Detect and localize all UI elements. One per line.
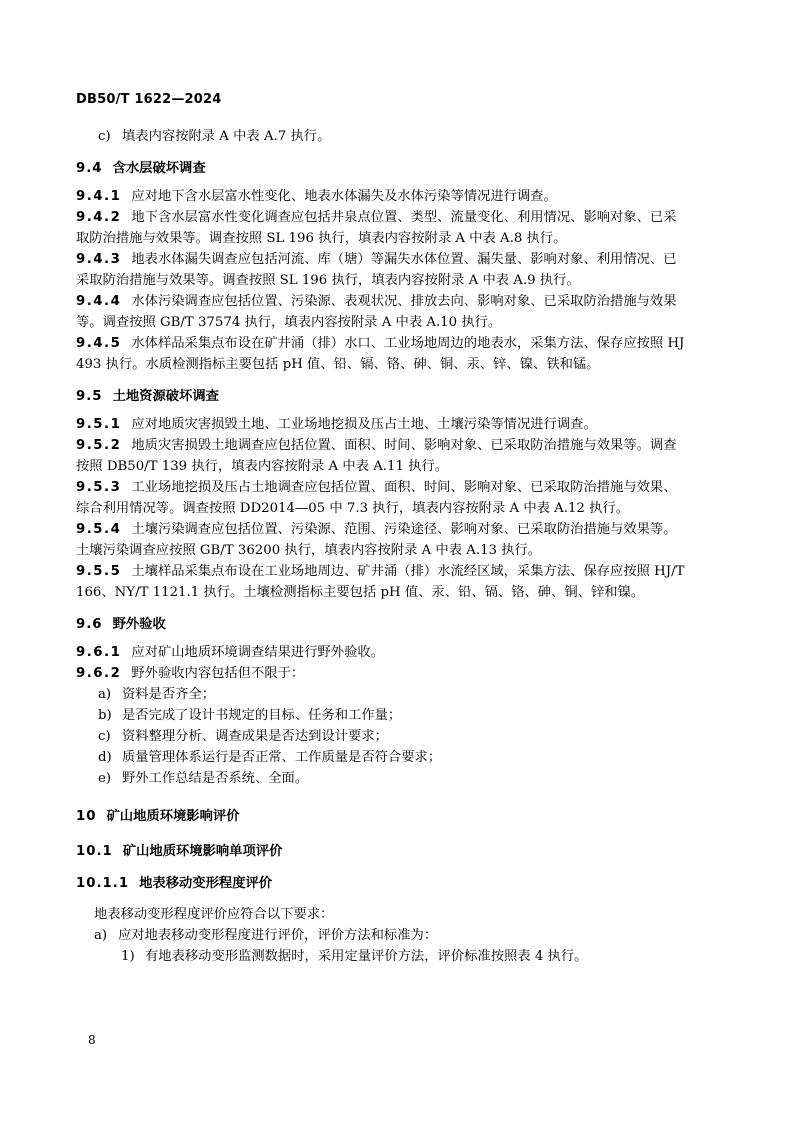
clause-text-cont: 土壤污染调查应按照 GB/T 36200 执行，填表内容按附录 A 中表 A.13 执行。	[76, 543, 542, 558]
clause-text: 水体样品采集点布设在矿井涌（排）水口、工业场地周边的地表水，采集方法、保存应按照 HJ	[131, 336, 685, 351]
clause-9-5-1	[76, 414, 720, 435]
clause-text-cont: 166、NY/T 1121.1 执行。土壤检测指标主要包括 pH 值、汞、铅、镉、铬、砷、铜、锌和镍。	[76, 585, 645, 600]
clause-text: 应对地下含水层富水性变化、地表水体漏失及水体污染等情况进行调查。	[131, 189, 557, 204]
section-number: 10	[76, 809, 97, 824]
clause-9-5-2	[76, 435, 720, 477]
list-text: 野外工作总结是否系统、全面。	[122, 771, 309, 786]
clause-9-5-3	[76, 477, 720, 519]
clause-9-4-3	[76, 249, 720, 291]
list-item	[76, 126, 720, 147]
section-title: 地表移动变形程度评价	[139, 876, 273, 891]
clause-9-4-4	[76, 291, 720, 333]
clause-number: 9.4.4	[76, 294, 122, 309]
clause-text: 地表水体漏失调查应包括河流、库（塘）等漏失水体位置、漏失量、影响对象、利用情况、已	[131, 252, 677, 267]
section-heading-10-1	[76, 841, 720, 862]
section-heading-9-5	[76, 386, 720, 407]
clause-text-cont: 493 执行。水质检测指标主要包括 pH 值、铅、镉、铬、砷、铜、汞、锌、镍、铁和锰。	[76, 357, 600, 372]
clause-number: 9.6.1	[76, 645, 122, 660]
section-number: 10.1	[76, 844, 113, 859]
clause-9-6-2	[76, 663, 720, 684]
clause-number: 9.5.5	[76, 564, 122, 579]
clause-text: 土壤样品采集点布设在工业场地周边、矿井涌（排）水流经区域，采集方法、保存应按照 HJ/T	[131, 564, 685, 579]
clause-9-4-5	[76, 333, 720, 375]
clause-number: 9.5.4	[76, 522, 122, 537]
section-title: 野外验收	[112, 617, 166, 632]
clause-text-cont: 按照 DB50/T 139 执行，填表内容按附录 A 中表 A.11 执行。	[76, 459, 449, 474]
list-text: 资料是否齐全；	[122, 687, 216, 702]
clause-text: 水体污染调查应包括位置、污染源、表观状况、排放去向、影响对象、已采取防治措施与效果	[131, 294, 677, 309]
list-item	[76, 726, 720, 747]
list-marker: 1)	[121, 949, 135, 964]
paragraph-intro: 地表移动变形程度评价应符合以下要求：	[94, 907, 334, 922]
list-marker: b)	[98, 708, 112, 723]
clause-text-cont: 采取防治措施与效果等。调查按照 SL 196 执行，填表内容按附录 A 中表 A.9 执行。	[76, 273, 580, 288]
chapter-heading-10	[76, 806, 720, 827]
clause-text-cont: 等。调查按照 GB/T 37574 执行，填表内容按附录 A 中表 A.10 执行。	[76, 315, 502, 330]
list-item	[76, 705, 720, 726]
list-marker: e)	[98, 771, 112, 786]
section-number: 9.5	[76, 389, 103, 404]
clause-number: 9.4.2	[76, 210, 122, 225]
page-number: 8	[88, 1033, 96, 1047]
page-content	[76, 126, 720, 967]
list-item	[76, 684, 720, 705]
clause-text: 野外验收内容包括但不限于：	[131, 666, 305, 681]
list-text: 应对地表移动变形程度进行评价，评价方法和标准为：	[118, 928, 438, 943]
clause-text-cont: 取防治措施与效果等。调查按照 SL 196 执行，填表内容按附录 A 中表 A.8 执行。	[76, 231, 567, 246]
clause-9-6-1	[76, 642, 720, 663]
clause-text: 应对地质灾害损毁土地、工业场地挖损及压占土地、土壤污染等情况进行调查。	[131, 417, 597, 432]
section-number: 10.1.1	[76, 876, 130, 891]
list-item	[76, 747, 720, 768]
clause-number: 9.5.2	[76, 438, 122, 453]
list-text: 填表内容按附录 A 中表 A.7 执行。	[122, 129, 331, 144]
clause-number: 9.6.2	[76, 666, 122, 681]
list-text: 资料整理分析、调查成果是否达到设计要求；	[122, 729, 388, 744]
clause-text: 地下含水层富水性变化调查应包括井泉点位置、类型、流量变化、利用情况、影响对象、已采	[131, 210, 677, 225]
section-title: 含水层破坏调查	[112, 161, 206, 176]
section-number: 9.6	[76, 617, 103, 632]
list-item	[76, 925, 720, 946]
list-marker: a)	[98, 687, 112, 702]
section-title: 矿山地质环境影响评价	[106, 809, 240, 824]
section-title: 矿山地质环境影响单项评价	[122, 844, 283, 859]
section-heading-9-6	[76, 614, 720, 635]
clause-number: 9.5.3	[76, 480, 122, 495]
clause-text: 应对矿山地质环境调查结果进行野外验收。	[131, 645, 384, 660]
clause-text: 地质灾害损毁土地调查应包括位置、面积、时间、影响对象、已采取防治措施与效果等。调查	[131, 438, 677, 453]
list-marker: a)	[94, 928, 108, 943]
list-text: 质量管理体系运行是否正常、工作质量是否符合要求；	[122, 750, 442, 765]
list-marker: c)	[98, 129, 111, 144]
clause-number: 9.5.1	[76, 417, 122, 432]
section-title: 土地资源破坏调查	[112, 389, 219, 404]
clause-text: 工业场地挖损及压占土地调查应包括位置、面积、时间、影响对象、已采取防治措施与效果、	[131, 480, 677, 495]
clause-text: 土壤污染调查应包括位置、污染源、范围、污染途径、影响对象、已采取防治措施与效果等。	[131, 522, 677, 537]
section-number: 9.4	[76, 161, 103, 176]
sub-list-item	[76, 946, 720, 967]
clause-number: 9.4.3	[76, 252, 122, 267]
section-heading-10-1-1	[76, 873, 720, 894]
clause-text-cont: 综合利用情况等。调查按照 DD2014—05 中 7.3 执行，填表内容按附录 A 中表 A.12 执行。	[76, 501, 630, 516]
list-text: 是否完成了设计书规定的目标、任务和工作量；	[122, 708, 402, 723]
list-marker: d)	[98, 750, 112, 765]
clause-9-4-2	[76, 207, 720, 249]
section-heading-9-4	[76, 158, 720, 179]
clause-number: 9.4.5	[76, 336, 122, 351]
list-text: 有地表移动变形监测数据时，采用定量评价方法，评价标准按照表 4 执行。	[145, 949, 588, 964]
clause-9-4-1	[76, 186, 720, 207]
clause-number: 9.4.1	[76, 189, 122, 204]
list-marker: c)	[98, 729, 111, 744]
document-header: DB50/T 1622—2024	[76, 92, 222, 107]
clause-9-5-5	[76, 561, 720, 603]
list-item	[76, 768, 720, 789]
clause-9-5-4	[76, 519, 720, 561]
